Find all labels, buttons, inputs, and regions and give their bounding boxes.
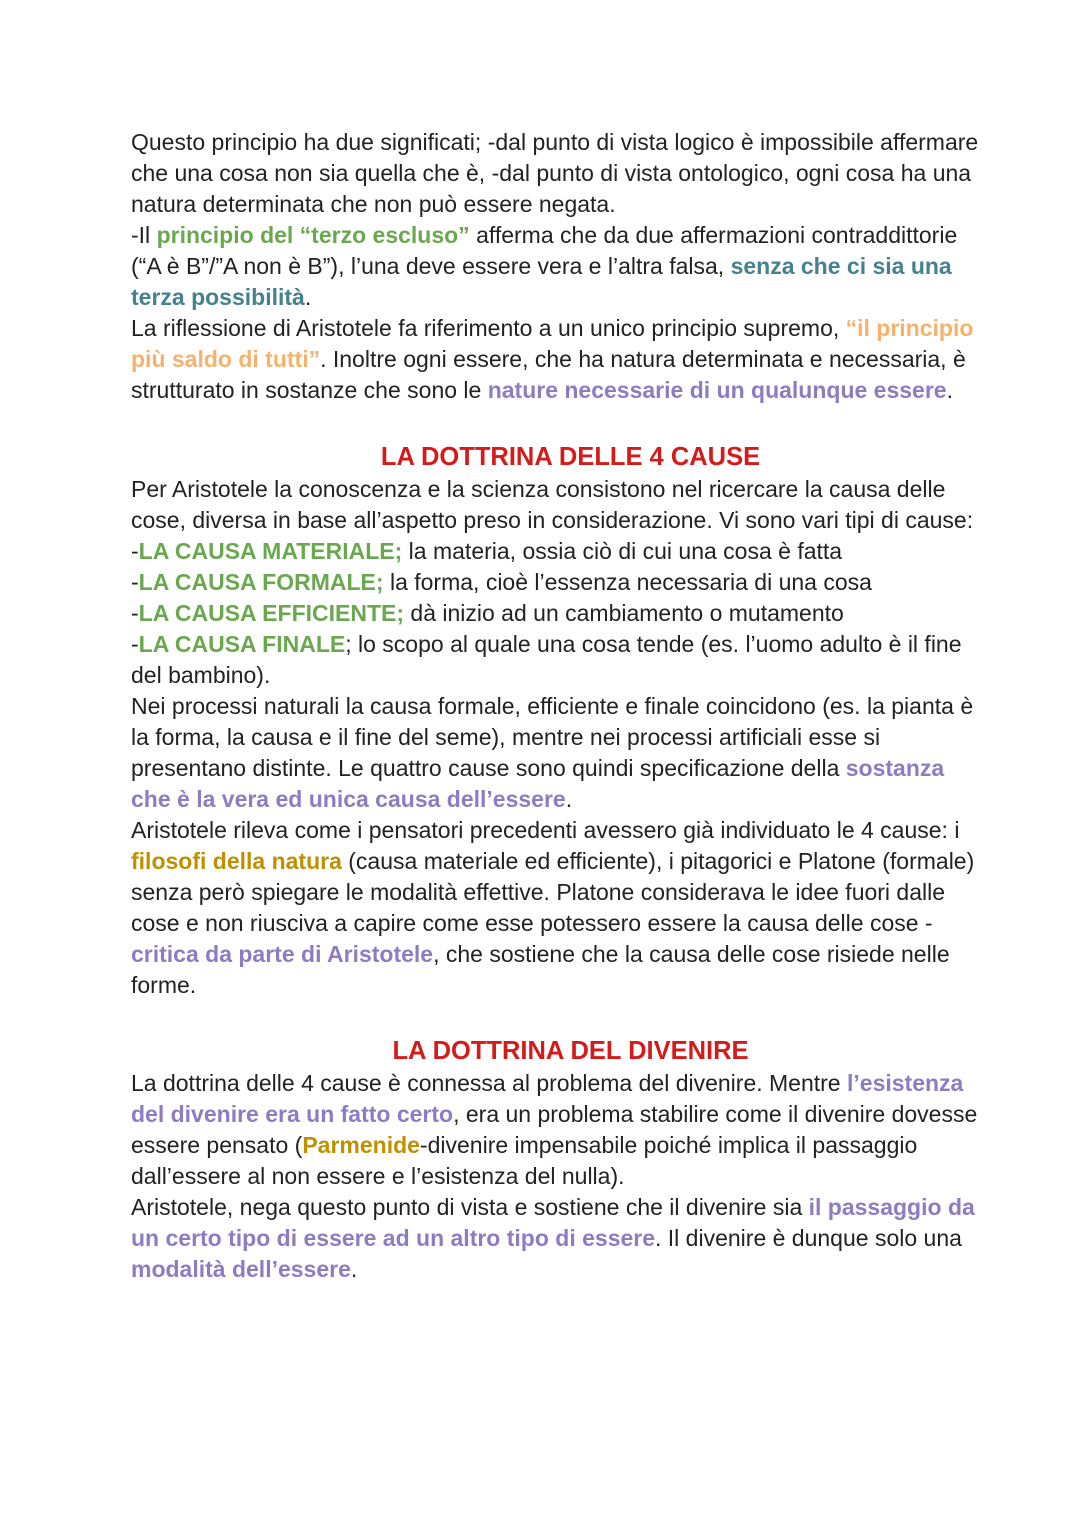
highlighted-text: LA CAUSA EFFICIENTE; <box>138 600 405 626</box>
body-text: Questo principio ha due significati; -dal punto di vista logico è impossibile affermare che una cosa non sia quella che è, -dal punto di vista ontologico, ogni cosa ha una natura determinata che non può essere negata. <box>131 129 979 217</box>
paragraph-p1 <box>131 127 990 220</box>
body-text: , che sostiene che la causa delle cose risiede nelle forme. <box>131 941 950 998</box>
body-text: ; lo scopo al quale una cosa tende (es. l’uomo adulto è il fine del bambino). <box>131 631 962 688</box>
section-title-divenire: LA DOTTRINA DEL DIVENIRE <box>392 1037 749 1065</box>
paragraph-s1p7 <box>131 815 990 1001</box>
paragraph-s1p1 <box>131 474 990 536</box>
body-text: . <box>565 786 573 812</box>
intro-section <box>131 127 990 406</box>
body-text: - <box>131 600 139 626</box>
highlighted-text: “il principio più saldo di tutti” <box>131 315 974 372</box>
body-text: La riflessione di Aristotele fa riferimento a un unico principio supremo, <box>131 315 846 341</box>
body-text: - <box>131 569 139 595</box>
highlighted-text: critica da parte di Aristotele <box>131 941 434 967</box>
body-text: - <box>131 631 139 657</box>
section-title-cause: LA DOTTRINA DELLE 4 CAUSE <box>380 443 761 471</box>
paragraph-s2p2 <box>131 1192 990 1285</box>
body-text: . <box>350 1256 358 1282</box>
highlighted-text: il passaggio da un certo tipo di essere ad un altro tipo di essere <box>131 1194 975 1251</box>
body-text: Aristotele, nega questo punto di vista e sostiene che il divenire sia <box>131 1194 809 1220</box>
highlighted-text: l’esistenza del divenire era un fatto certo <box>131 1070 964 1127</box>
paragraph-s1p5 <box>131 629 990 691</box>
highlighted-text: LA CAUSA MATERIALE; <box>138 538 403 564</box>
body-text: la forma, cioè l’essenza necessaria di una cosa <box>383 569 872 595</box>
paragraph-p2 <box>131 220 990 313</box>
highlighted-text: senza che ci sia una terza possibilità <box>131 253 952 310</box>
paragraph-s1p2 <box>131 536 990 567</box>
body-text: - <box>131 538 139 564</box>
paragraph-p3 <box>131 313 990 406</box>
body-text: , era un problema stabilire come il divenire dovesse essere pensato ( <box>131 1101 978 1158</box>
body-text: afferma che da due affermazioni contraddittorie (“A è B”/”A non è B”), l’una deve essere vera e l’altra falsa, <box>131 222 958 279</box>
section-cause-body <box>131 474 990 1001</box>
body-text: la materia, ossia ciò di cui una cosa è fatta <box>402 538 843 564</box>
highlighted-text: sostanza che è la vera ed unica causa dell’essere <box>131 755 945 812</box>
body-text: . Il divenire è dunque solo una <box>655 1225 962 1251</box>
body-text: -divenire impensabile poiché implica il passaggio dall’essere al non essere e l’esistenza del nulla). <box>131 1132 918 1189</box>
highlighted-text: principio del “terzo escluso” <box>156 222 470 248</box>
highlighted-text: nature necessarie di un qualunque essere <box>487 377 947 403</box>
body-text: . <box>304 284 312 310</box>
paragraph-s1p4 <box>131 598 990 629</box>
highlighted-text: filosofi della natura <box>131 848 342 874</box>
section-divenire-body <box>131 1068 990 1285</box>
paragraph-s1p3 <box>131 567 990 598</box>
paragraph-s2p1 <box>131 1068 990 1192</box>
body-text: Nei processi naturali la causa formale, efficiente e finale coincidono (es. la pianta è la forma, la causa e il fine del seme), mentre nei processi artificiali esse si presentano distinte. Le quattro cause sono quindi specificazione della <box>131 693 974 781</box>
body-text: dà inizio ad un cambiamento o mutamento <box>404 600 844 626</box>
body-text: Aristotele rileva come i pensatori precedenti avessero già individuato le 4 cause: i <box>131 817 960 843</box>
highlighted-text: Parmenide <box>302 1132 420 1158</box>
paragraph-s1p6 <box>131 691 990 815</box>
highlighted-text: LA CAUSA FORMALE; <box>138 569 384 595</box>
highlighted-text: LA CAUSA FINALE <box>138 631 346 657</box>
highlighted-text: modalità dell’essere <box>131 1256 351 1282</box>
body-text: . <box>946 377 953 403</box>
body-text: (causa materiale ed efficiente), i pitagorici e Platone (formale) senza però spiegare le modalità effettive. Platone considerava le idee fuori dalle cose e non riusciva a capire come esse potessero essere la causa delle cose - <box>131 848 975 936</box>
body-text: -Il <box>131 222 157 248</box>
body-text: . Inoltre ogni essere, che ha natura determinata e necessaria, è strutturato in sostanze che sono le <box>131 346 966 403</box>
body-text: La dottrina delle 4 cause è connessa al problema del divenire. Mentre <box>131 1070 847 1096</box>
body-text: Per Aristotele la conoscenza e la scienza consistono nel ricercare la causa delle cose, diversa in base all’aspetto preso in considerazione. Vi sono vari tipi di cause: <box>131 476 974 533</box>
